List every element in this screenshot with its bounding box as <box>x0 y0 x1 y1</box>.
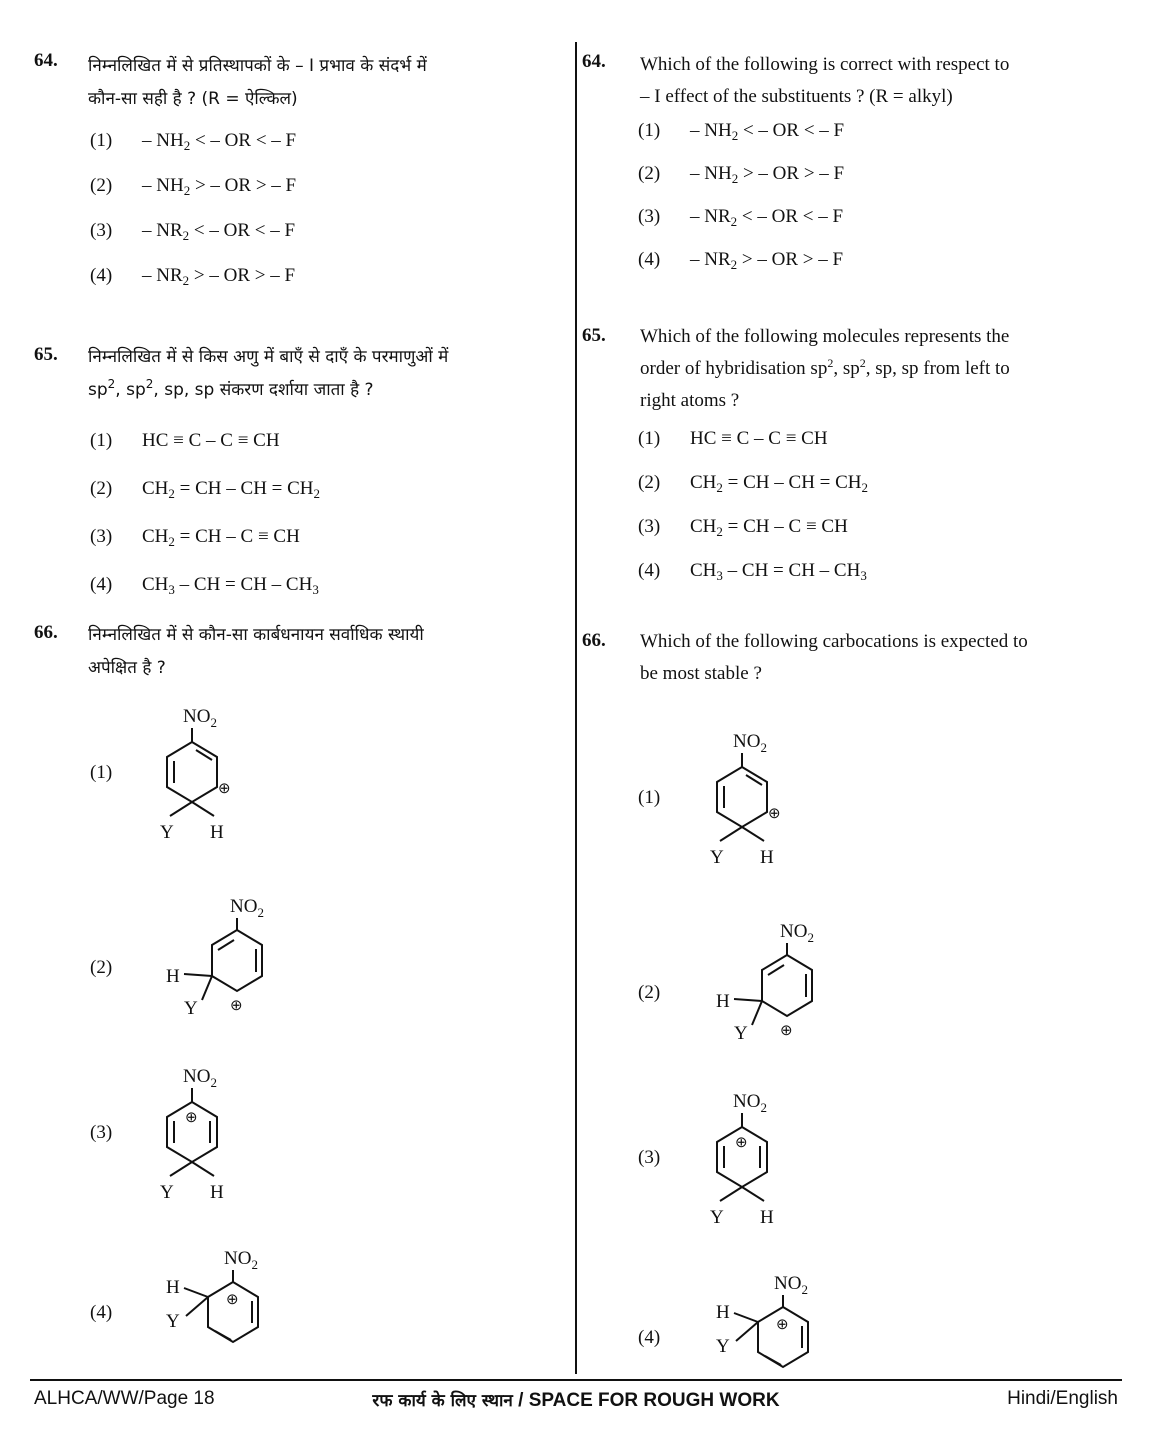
svg-text:⊕: ⊕ <box>735 1135 748 1151</box>
question-text: निम्नलिखित में से कौन-सा कार्बधनायन सर्वाधिक स्थायी अपेक्षित है ? <box>88 625 424 678</box>
option-2[interactable]: (2) $CH_2$ = CH – CH = $CH_2$ <box>90 478 321 501</box>
option-4[interactable]: (4) $CH_3$ – CH = CH – $CH_3$ <box>90 574 319 597</box>
svg-text:⊕: ⊕ <box>776 1317 789 1333</box>
carbocation-structure-2 <box>160 890 280 1030</box>
svg-text:Y: Y <box>184 998 198 1019</box>
question-number: 64. <box>582 51 606 72</box>
question-number: 65. <box>582 325 606 346</box>
question-text: Which of the following is correct with respect to – I effect of the substituents ? (R = alkyl) <box>640 54 1010 107</box>
svg-text:H: H <box>210 822 224 843</box>
svg-text:NO2: $NO_2$ <box>733 731 767 755</box>
svg-text:⊕: ⊕ <box>230 998 243 1014</box>
option-4[interactable]: (4) $CH_3$ – CH = CH – $CH_3$ <box>638 560 867 583</box>
svg-text:Y: Y <box>160 1182 174 1203</box>
option-1[interactable]: (1) HC ≡ C – C ≡ CH <box>638 428 828 449</box>
option-2[interactable]: (2) <box>90 957 113 978</box>
option-3[interactable]: $(3) - NR_2$ < – OR < – F <box>638 206 844 229</box>
option-1[interactable]: $(1) - NH_2$ < – OR < – F <box>638 120 845 143</box>
carbocation-structure-4 <box>160 1242 280 1362</box>
option-3[interactable]: (3) <box>638 1147 661 1168</box>
carbocation-structure-3 <box>150 1060 260 1210</box>
svg-text:H: H <box>716 1302 730 1323</box>
option-3[interactable]: (3) $CH_2$ = CH – C ≡ CH <box>638 516 848 539</box>
svg-text:NO2: $NO_2$ <box>774 1273 808 1297</box>
option-2[interactable]: $(2) - NH_2$ > – OR > – F <box>90 175 297 198</box>
svg-text:Y: Y <box>166 1311 180 1332</box>
option-4[interactable]: (4) <box>90 1302 113 1323</box>
option-3[interactable]: (3) $CH_2$ = CH – C ≡ CH <box>90 526 300 549</box>
question-number: 66. <box>582 630 606 651</box>
svg-text:⊕: ⊕ <box>768 806 781 822</box>
option-1[interactable]: (1) <box>638 787 661 808</box>
svg-text:NO2: $NO_2$ <box>183 1066 217 1090</box>
svg-text:NO2: $NO_2$ <box>780 921 814 945</box>
question-number: 65. <box>34 344 58 365</box>
svg-text:H: H <box>760 847 774 868</box>
svg-text:⊕: ⊕ <box>185 1110 198 1126</box>
svg-text:H: H <box>166 1277 180 1298</box>
option-3[interactable]: (3) <box>90 1122 113 1143</box>
page-code: ALHCA/WW/Page 18 <box>34 1388 215 1409</box>
column-divider <box>575 42 577 1374</box>
svg-text:Y: Y <box>716 1336 730 1357</box>
option-4[interactable]: (4) <box>638 1327 661 1348</box>
option-2[interactable]: (2) <box>638 982 661 1003</box>
rough-work-label: रफ कार्य के लिए स्थान / SPACE FOR ROUGH WORK <box>372 1390 780 1411</box>
carbocation-structure-2 <box>710 915 830 1055</box>
option-1[interactable]: (1) HC ≡ C – C ≡ CH <box>90 430 280 451</box>
svg-text:NO2: $NO_2$ <box>733 1091 767 1115</box>
svg-text:Y: Y <box>160 822 174 843</box>
svg-text:NO2: $NO_2$ <box>224 1248 258 1272</box>
carbocation-structure-4 <box>710 1267 830 1377</box>
question-text: निम्नलिखित में से किस अणु में बाएँ से दाएँ के परमाणुओं में $sp^2$, $sp^2$, sp, sp संकरण दर्शाया जाता है ? <box>88 347 449 400</box>
svg-text:H: H <box>210 1182 224 1203</box>
option-2[interactable]: (2) $CH_2$ = CH – CH = $CH_2$ <box>638 472 869 495</box>
language-label: Hindi/English <box>1007 1388 1118 1409</box>
svg-text:Y: Y <box>734 1023 748 1044</box>
no2-label: $NO_2$ <box>183 706 217 730</box>
svg-text:⊕: ⊕ <box>218 781 231 797</box>
option-3[interactable]: $(3) - NR_2$ < – OR < – F <box>90 220 296 243</box>
footer-rule <box>30 1379 1122 1381</box>
carbocation-structure-1 <box>150 700 260 850</box>
option-4[interactable]: $(4) - NR_2$ > – OR > – F <box>638 249 844 272</box>
svg-text:H: H <box>760 1207 774 1228</box>
option-1[interactable]: (1) <box>90 762 113 783</box>
question-number: 66. <box>34 622 58 643</box>
question-text: Which of the following molecules represents the order of hybridisation $sp^2$, $sp^2$, sp, sp from left to right atoms ? <box>640 326 1010 411</box>
svg-text:H: H <box>166 966 180 987</box>
svg-text:NO2: $NO_2$ <box>230 896 264 920</box>
svg-text:H: H <box>716 991 730 1012</box>
question-text: निम्नलिखित में से प्रतिस्थापकों के – I प्रभाव के संदर्भ में कौन-सा सही है ? (R = ऐल्किल) <box>88 56 427 109</box>
carbocation-structure-1 <box>700 725 810 875</box>
svg-text:Y: Y <box>710 847 724 868</box>
svg-text:⊕: ⊕ <box>226 1292 239 1308</box>
question-text: Which of the following carbocations is expected to be most stable ? <box>640 631 1028 684</box>
carbocation-structure-3 <box>700 1085 810 1235</box>
svg-text:Y: Y <box>710 1207 724 1228</box>
option-1[interactable]: $(1) - NH_2$ < – OR < – F <box>90 130 297 153</box>
option-2[interactable]: $(2) - NH_2$ > – OR > – F <box>638 163 845 186</box>
option-4[interactable]: $(4) - NR_2$ > – OR > – F <box>90 265 296 288</box>
question-number: 64. <box>34 50 58 71</box>
svg-text:⊕: ⊕ <box>780 1023 793 1039</box>
